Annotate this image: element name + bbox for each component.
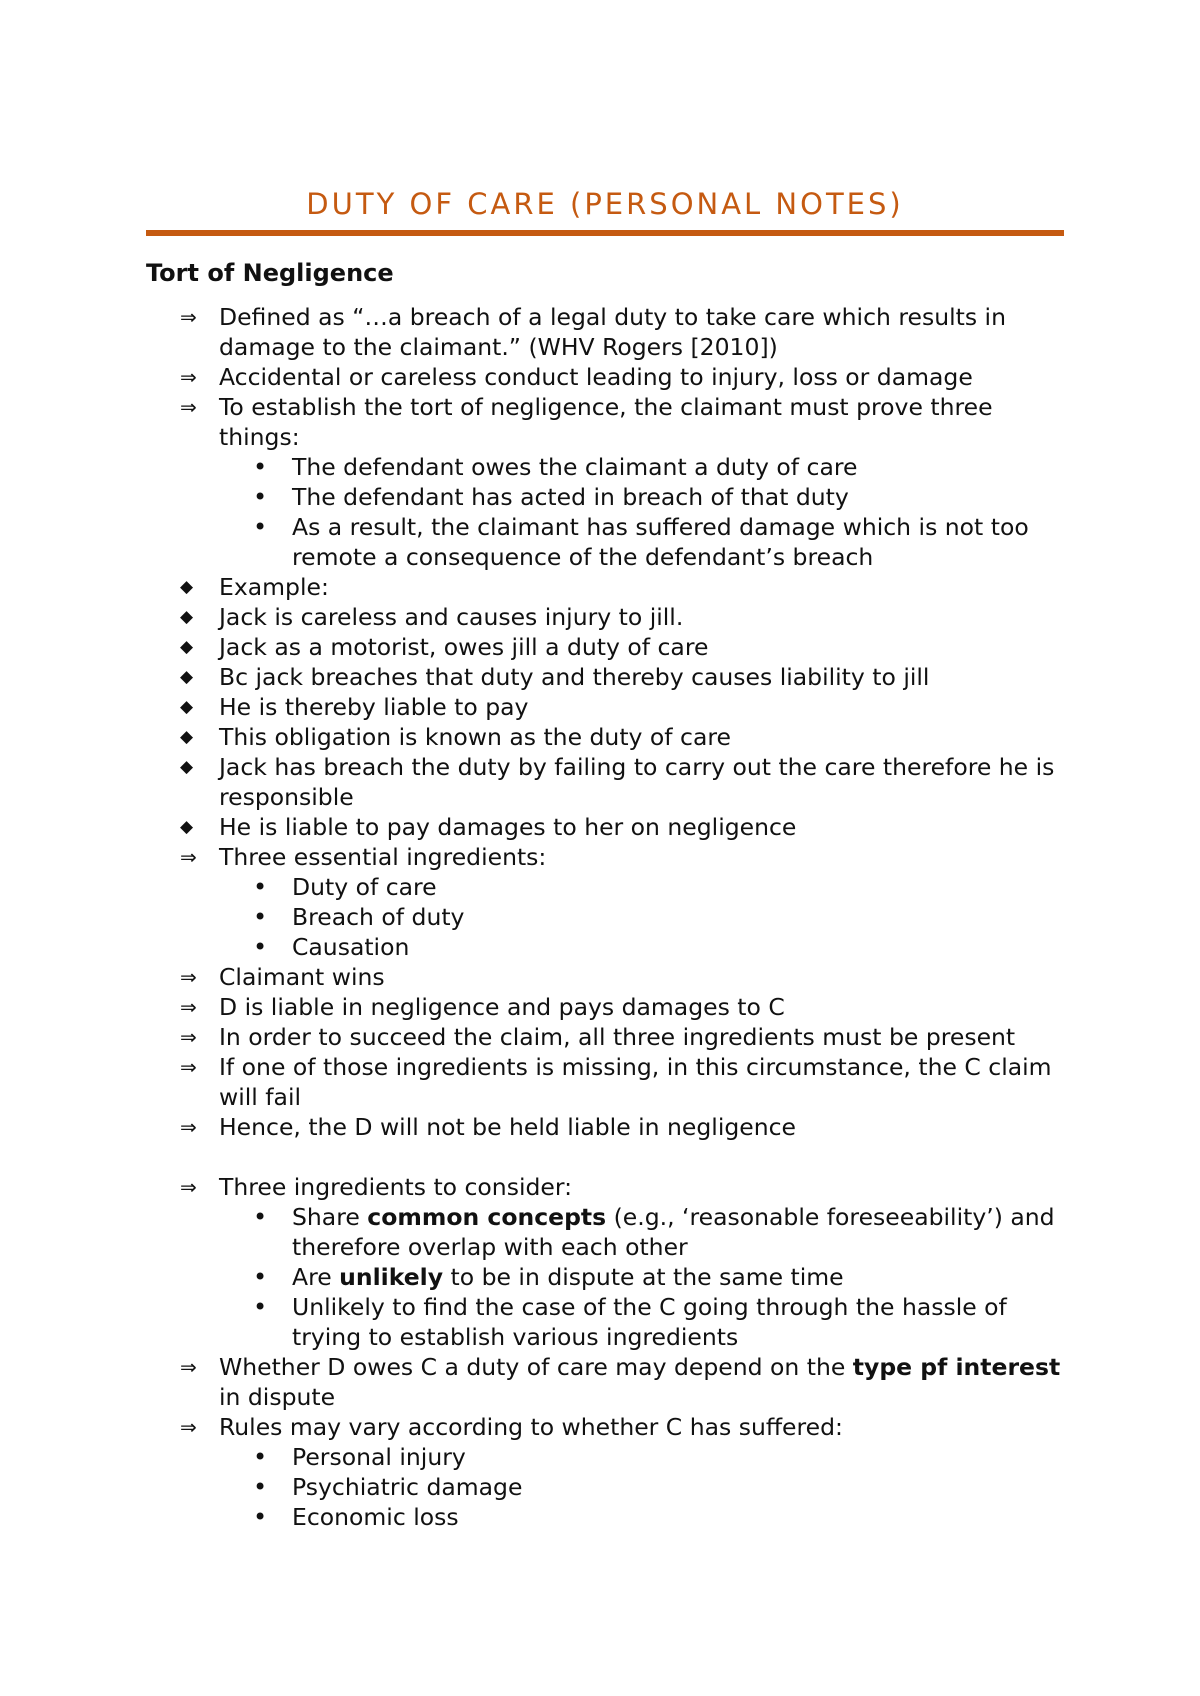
text-run: Rules may vary according to whether C has suffered: — [219, 1413, 843, 1441]
diamond-bullet-icon: ◆ — [180, 727, 194, 747]
list-item-text — [292, 1473, 522, 1501]
text-run: Are — [292, 1263, 340, 1291]
list-item-text — [219, 723, 731, 751]
diamond-bullet-icon: ◆ — [180, 667, 194, 687]
arrow-bullet-icon: ⇒ — [180, 1115, 197, 1139]
document-page — [146, 180, 1064, 1532]
sub-list-item — [146, 1442, 1064, 1472]
notes-list — [146, 302, 1064, 1532]
text-run: In order to succeed the claim, all three ingredients must be present — [219, 1023, 1016, 1051]
list-item-text — [292, 513, 1029, 571]
list-item — [146, 1412, 1064, 1442]
text-run: Bc jack breaches that duty and thereby causes liability to jill — [219, 663, 930, 691]
text-run: Share — [292, 1203, 368, 1231]
diamond-bullet-icon: ◆ — [180, 577, 194, 597]
text-run: Defined as “…a breach of a legal duty to take care which results in damage to the claimant.” (WHV Rogers [2010]) — [219, 303, 1006, 361]
arrow-bullet-icon: ⇒ — [180, 395, 197, 419]
text-run: Economic loss — [292, 1503, 459, 1531]
list-item-text — [219, 363, 973, 391]
list-item — [146, 752, 1064, 812]
text-run: To establish the tort of negligence, the claimant must prove three things: — [219, 393, 993, 451]
list-item — [146, 1352, 1064, 1412]
text-run: Psychiatric damage — [292, 1473, 523, 1501]
round-bullet-icon: • — [253, 1473, 268, 1501]
page-title: DUTY OF CARE (PERSONAL NOTES) — [306, 187, 904, 221]
list-item-text — [219, 1053, 1052, 1111]
list-item-text — [219, 843, 546, 871]
list-item-text — [219, 393, 993, 451]
text-run: Causation — [292, 933, 410, 961]
list-item — [146, 632, 1064, 662]
text-run: Whether D owes C a duty of care may depend on the — [219, 1353, 853, 1381]
round-bullet-icon: • — [253, 483, 268, 511]
text-run: The defendant has acted in breach of that duty — [292, 483, 849, 511]
list-item-text — [219, 1023, 1015, 1051]
title-underline — [146, 230, 1064, 236]
text-run: Claimant wins — [219, 963, 385, 991]
list-item-text — [219, 303, 1006, 361]
list-item — [146, 962, 1064, 992]
sub-list-item — [146, 872, 1064, 902]
section-heading: Tort of Negligence — [146, 259, 394, 287]
text-run: Jack is careless and causes injury to jill. — [219, 603, 684, 631]
text-run: Accidental or careless conduct leading to injury, loss or damage — [219, 363, 973, 391]
arrow-bullet-icon: ⇒ — [180, 845, 197, 869]
sub-list-item — [146, 1202, 1064, 1262]
round-bullet-icon: • — [253, 903, 268, 931]
round-bullet-icon: • — [253, 1443, 268, 1471]
text-run: Personal injury — [292, 1443, 466, 1471]
list-item-text — [292, 933, 409, 961]
list-item-text — [292, 873, 437, 901]
arrow-bullet-icon: ⇒ — [180, 995, 197, 1019]
text-run: As a result, the claimant has suffered damage which is not too remote a consequence of the defendant’s breach — [292, 513, 1029, 571]
arrow-bullet-icon: ⇒ — [180, 1175, 197, 1199]
list-item-text — [292, 1503, 459, 1531]
list-item-text — [292, 453, 857, 481]
diamond-bullet-icon: ◆ — [180, 697, 194, 717]
text-run: Jack has breach the duty by failing to carry out the care therefore he is responsible — [219, 753, 1055, 811]
arrow-bullet-icon: ⇒ — [180, 1415, 197, 1439]
list-item — [146, 692, 1064, 722]
sub-list-item — [146, 1262, 1064, 1292]
emphasis-text: type pf interest — [852, 1353, 1061, 1381]
sub-list-item — [146, 482, 1064, 512]
round-bullet-icon: • — [253, 933, 268, 961]
list-item-text — [292, 1293, 1007, 1351]
list-item-text — [219, 1353, 1060, 1411]
arrow-bullet-icon: ⇒ — [180, 1355, 197, 1379]
list-item-text — [219, 693, 528, 721]
text-run: Jack as a motorist, owes jill a duty of care — [219, 633, 709, 661]
round-bullet-icon: • — [253, 1293, 268, 1321]
list-item-text — [219, 1173, 572, 1201]
list-item-text — [219, 1113, 796, 1141]
list-item — [146, 302, 1064, 362]
text-run: to be in dispute at the same time — [443, 1263, 844, 1291]
arrow-bullet-icon: ⇒ — [180, 1025, 197, 1049]
sub-list-item — [146, 932, 1064, 962]
list-item — [146, 1022, 1064, 1052]
arrow-bullet-icon: ⇒ — [180, 1055, 197, 1079]
emphasis-text: common concepts — [367, 1203, 607, 1231]
diamond-bullet-icon: ◆ — [180, 637, 194, 657]
text-run: Hence, the D will not be held liable in negligence — [219, 1113, 796, 1141]
round-bullet-icon: • — [253, 1263, 268, 1291]
arrow-bullet-icon: ⇒ — [180, 305, 197, 329]
diamond-bullet-icon: ◆ — [180, 757, 194, 777]
list-item-text — [292, 903, 464, 931]
sub-list-item — [146, 1472, 1064, 1502]
list-item — [146, 572, 1064, 602]
list-item — [146, 1052, 1064, 1112]
round-bullet-icon: • — [253, 513, 268, 541]
list-item — [146, 812, 1064, 842]
text-run: Breach of duty — [292, 903, 465, 931]
text-run: He is liable to pay damages to her on negligence — [219, 813, 797, 841]
list-item — [146, 1172, 1064, 1202]
list-item-text — [219, 753, 1054, 811]
text-run: Unlikely to find the case of the C going through the hassle of trying to establish various ingredients — [292, 1293, 1007, 1351]
text-run: Example: — [219, 573, 329, 601]
list-item — [146, 722, 1064, 752]
text-run: Three essential ingredients: — [219, 843, 547, 871]
list-item-text — [219, 633, 708, 661]
text-run: He is thereby liable to pay — [219, 693, 529, 721]
list-item-text — [219, 1413, 843, 1441]
sub-list-item — [146, 452, 1064, 482]
list-item-text — [219, 663, 929, 691]
list-item-text — [292, 1203, 1055, 1261]
list-item — [146, 662, 1064, 692]
sub-list-item — [146, 1292, 1064, 1352]
diamond-bullet-icon: ◆ — [180, 607, 194, 627]
text-run: Three ingredients to consider: — [219, 1173, 573, 1201]
text-run: This obligation is known as the duty of care — [219, 723, 731, 751]
arrow-bullet-icon: ⇒ — [180, 965, 197, 989]
list-item-text — [292, 483, 849, 511]
list-item-text — [219, 963, 385, 991]
text-run: (e.g., ‘reasonable foreseeability’) and therefore overlap with each other — [292, 1203, 1055, 1261]
text-run: The defendant owes the claimant a duty of care — [292, 453, 858, 481]
blank-line — [146, 1142, 1064, 1172]
text-run: D is liable in negligence and pays damages to C — [219, 993, 785, 1021]
list-item — [146, 602, 1064, 632]
sub-list-item — [146, 1502, 1064, 1532]
list-item — [146, 992, 1064, 1022]
round-bullet-icon: • — [253, 453, 268, 481]
list-item — [146, 842, 1064, 872]
diamond-bullet-icon: ◆ — [180, 817, 194, 837]
sub-list-item — [146, 512, 1064, 572]
arrow-bullet-icon: ⇒ — [180, 365, 197, 389]
list-item-text — [219, 573, 329, 601]
list-item-text — [292, 1263, 844, 1291]
list-item — [146, 392, 1064, 452]
list-item — [146, 1112, 1064, 1142]
sub-list-item — [146, 902, 1064, 932]
list-item-text — [219, 603, 683, 631]
round-bullet-icon: • — [253, 1203, 268, 1231]
round-bullet-icon: • — [253, 1503, 268, 1531]
list-item-text — [219, 813, 796, 841]
text-run: in dispute — [219, 1383, 336, 1411]
list-item — [146, 362, 1064, 392]
emphasis-text: unlikely — [339, 1263, 444, 1291]
list-item-text — [292, 1443, 466, 1471]
round-bullet-icon: • — [253, 873, 268, 901]
list-item-text — [219, 993, 785, 1021]
text-run: Duty of care — [292, 873, 437, 901]
text-run: If one of those ingredients is missing, in this circumstance, the C claim will fail — [219, 1053, 1052, 1111]
